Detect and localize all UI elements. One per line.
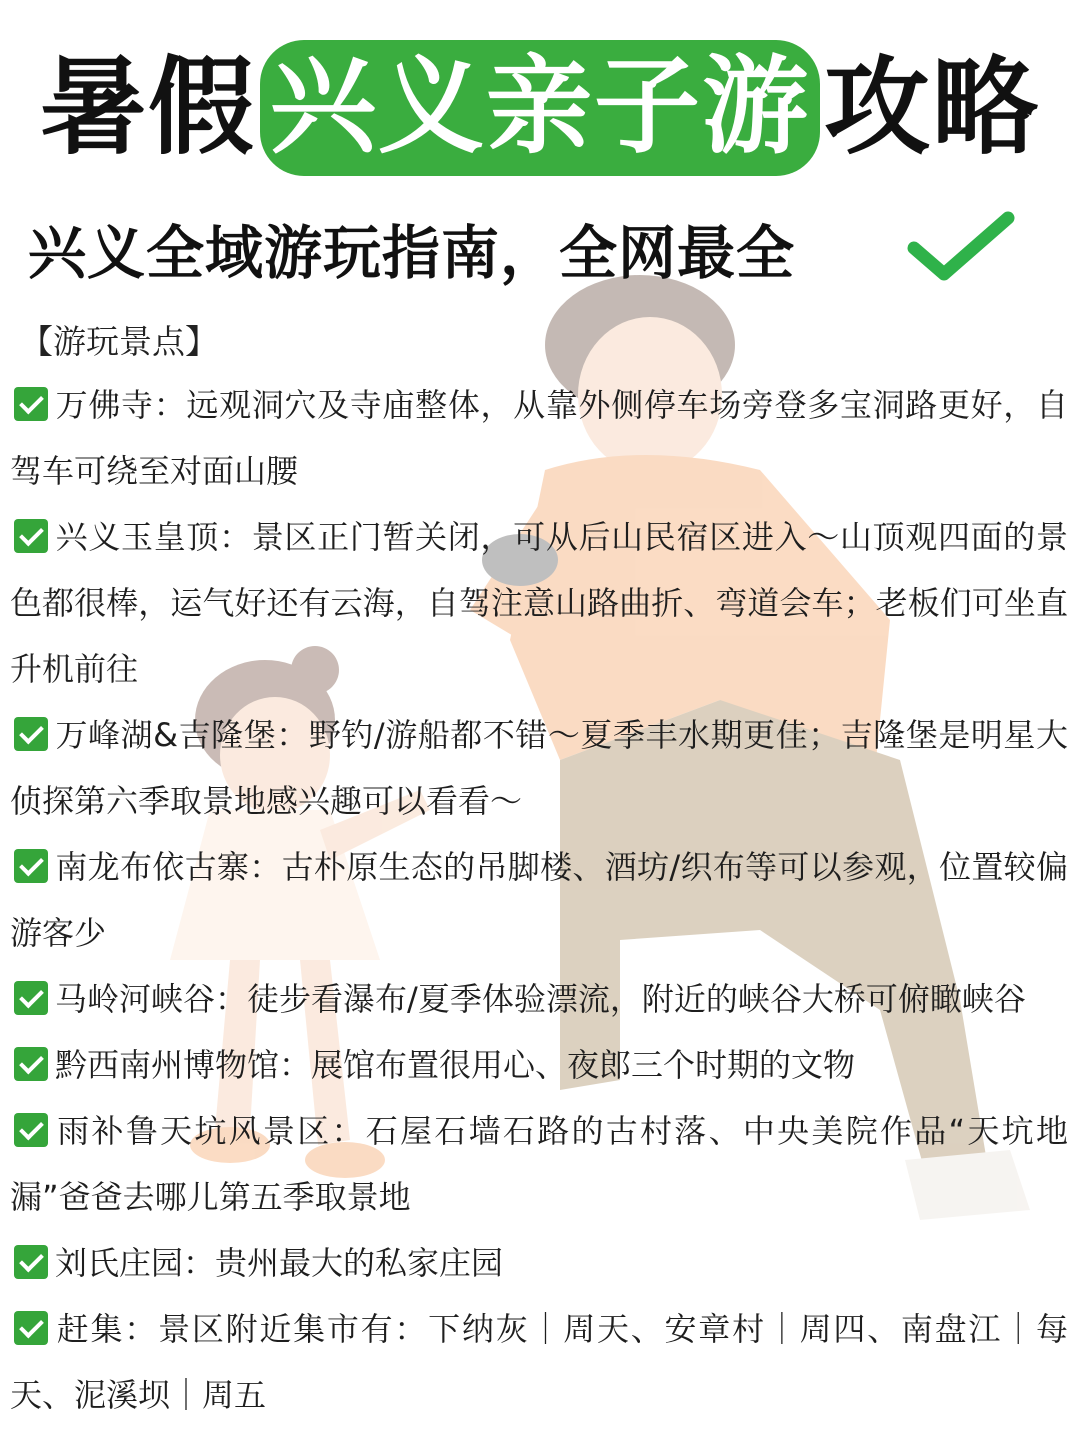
title-prefix: 暑假 (40, 46, 256, 169)
spot-desc: 徒步看瀑布/夏季体验漂流，附近的峡谷大桥可俯瞰峡谷 (247, 980, 1026, 1018)
spot-desc: 石屋石墙石路的古村落、中央美院作品“天坑地漏”爸爸去哪儿第五季取景地 (10, 1112, 1068, 1216)
section-heading: 【游玩景点】 (20, 322, 218, 361)
list-item (10, 702, 1068, 834)
subtitle-row (28, 208, 1028, 288)
list-item (10, 834, 1068, 966)
list-item (10, 1098, 1068, 1230)
title-suffix: 攻略 (824, 46, 1040, 169)
spot-separator: ： (219, 518, 252, 556)
spot-desc: 景区附近集市有：下纳灰｜周天、安章村｜周四、南盘江｜每天、泥溪坝｜周五 (10, 1310, 1068, 1414)
spot-name: 黔西南州博物馆 (55, 1046, 280, 1084)
spot-name: 马岭河峡谷 (55, 980, 216, 1018)
spot-list (10, 372, 1068, 1428)
check-box-icon (14, 1311, 48, 1345)
spot-name: 万峰湖&吉隆堡 (55, 716, 277, 754)
check-box-icon (14, 849, 48, 883)
spot-desc: 展馆布置很用心、夜郎三个时期的文物 (311, 1046, 856, 1084)
spot-separator: ： (183, 1244, 216, 1282)
check-box-icon (14, 519, 48, 553)
check-box-icon (14, 1113, 48, 1147)
spot-separator: ： (215, 980, 248, 1018)
check-box-icon (14, 717, 48, 751)
check-box-icon (14, 387, 48, 421)
spot-separator: ： (153, 386, 187, 424)
spot-desc: 远观洞穴及寺庙整体，从靠外侧停车场旁登多宝洞路更好，自驾车可绕至对面山腰 (10, 386, 1068, 490)
spot-name: 南龙布依古寨 (55, 848, 250, 886)
spot-name: 兴义玉皇顶 (55, 518, 220, 556)
spot-desc: 野钓/游船都不错～夏季丰水期更佳；吉隆堡是明星大侦探第六季取景地感兴趣可以看看～ (10, 716, 1068, 820)
checkmark-icon (886, 208, 1026, 288)
spot-name: 雨补鲁天坑风景区 (55, 1112, 332, 1150)
spot-separator: ： (249, 848, 282, 886)
spot-name: 赶集 (55, 1310, 125, 1348)
spot-separator: ： (124, 1310, 159, 1348)
list-item (10, 1032, 1068, 1098)
check-box-icon (14, 1047, 48, 1081)
spot-separator: ： (331, 1112, 366, 1150)
list-item (10, 1296, 1068, 1428)
spot-desc: 古朴原生态的吊脚楼、酒坊/织布等可以参观，位置较偏游客少 (10, 848, 1068, 952)
check-box-icon (14, 1245, 48, 1279)
subtitle: 兴义全域游玩指南，全网最全 (28, 219, 796, 287)
spot-desc: 景区正门暂关闭，可从后山民宿区进入～山顶观四面的景色都很棒，运气好还有云海，自驾注意山路曲折、弯道会车；老板们可坐直升机前往 (10, 518, 1068, 688)
spot-separator: ： (279, 1046, 312, 1084)
check-box-icon (14, 981, 48, 1015)
spot-name: 万佛寺 (55, 386, 154, 424)
title-highlight: 兴义亲子游 (260, 40, 820, 176)
list-item (10, 372, 1068, 504)
spot-separator: ： (276, 716, 309, 754)
spot-desc: 贵州最大的私家庄园 (215, 1244, 504, 1282)
list-item (10, 504, 1068, 702)
list-item (10, 1230, 1068, 1296)
list-item (10, 966, 1068, 1032)
spot-name: 刘氏庄园 (55, 1244, 184, 1282)
page-title (0, 38, 1080, 178)
